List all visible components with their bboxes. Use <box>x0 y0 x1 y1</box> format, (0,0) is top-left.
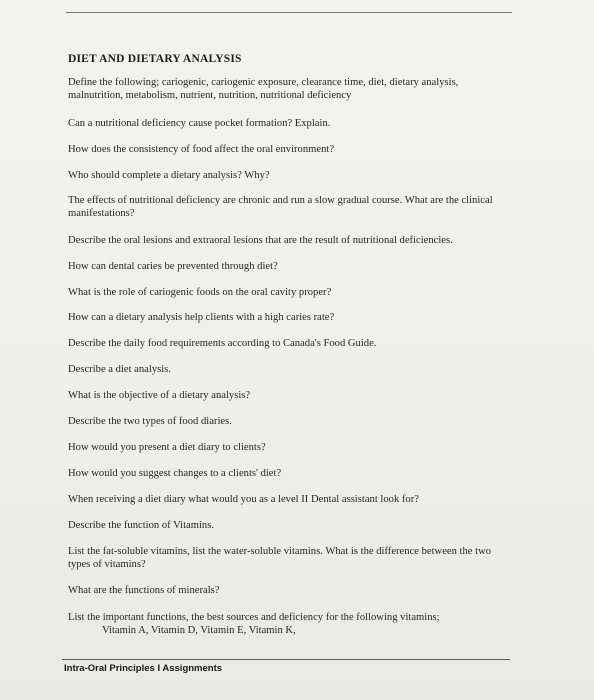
question-text: List the important functions, the best sources and deficiency for the following vitamins; <box>68 612 440 623</box>
question-item: How can a dietary analysis help clients with a high caries rate? <box>68 312 335 323</box>
question-item: When receiving a diet diary what would you as a level II Dental assistant look for? <box>68 494 419 505</box>
question-item <box>68 612 508 637</box>
footer-divider <box>62 659 510 660</box>
question-item: Describe the daily food requirements according to Canada's Food Guide. <box>68 338 377 349</box>
question-item: How would you suggest changes to a clients' diet? <box>68 468 282 479</box>
question-item: How would you present a diet diary to clients? <box>68 442 266 453</box>
question-item: List the fat-soluble vitamins, list the water-soluble vitamins. What is the difference between the two types of vitamins? <box>68 546 492 570</box>
question-item: How does the consistency of food affect the oral environment? <box>68 144 335 155</box>
question-item: Define the following; cariogenic, cariogenic exposure, clearance time, diet, dietary analysis, malnutrition, metabolism, nutrient, nutrition, nutritional deficiency <box>68 77 459 101</box>
question-item: How can dental caries be prevented through diet? <box>68 261 278 272</box>
top-divider <box>66 12 512 13</box>
question-item: Describe the function of Vitamins. <box>68 520 214 531</box>
question-item: Who should complete a dietary analysis? Why? <box>68 170 270 181</box>
question-item: What is the objective of a dietary analysis? <box>68 390 251 401</box>
question-item: What is the role of cariogenic foods on the oral cavity proper? <box>68 287 332 298</box>
section-heading: DIET AND DIETARY ANALYSIS <box>68 53 242 65</box>
question-item: The effects of nutritional deficiency are chronic and run a slow gradual course. What are the clinical manifestations? <box>68 195 493 219</box>
question-item: Can a nutritional deficiency cause pocket formation? Explain. <box>68 118 331 129</box>
question-item: Describe a diet analysis. <box>68 364 171 375</box>
question-item: Describe the two types of food diaries. <box>68 416 232 427</box>
vitamin-list: Vitamin A, Vitamin D, Vitamin E, Vitamin K, <box>102 624 296 636</box>
question-item: What are the functions of minerals? <box>68 585 220 596</box>
question-item: Describe the oral lesions and extraoral lesions that are the result of nutritional deficiencies. <box>68 235 453 246</box>
footer-title: Intra-Oral Principles I Assignments <box>64 663 223 674</box>
